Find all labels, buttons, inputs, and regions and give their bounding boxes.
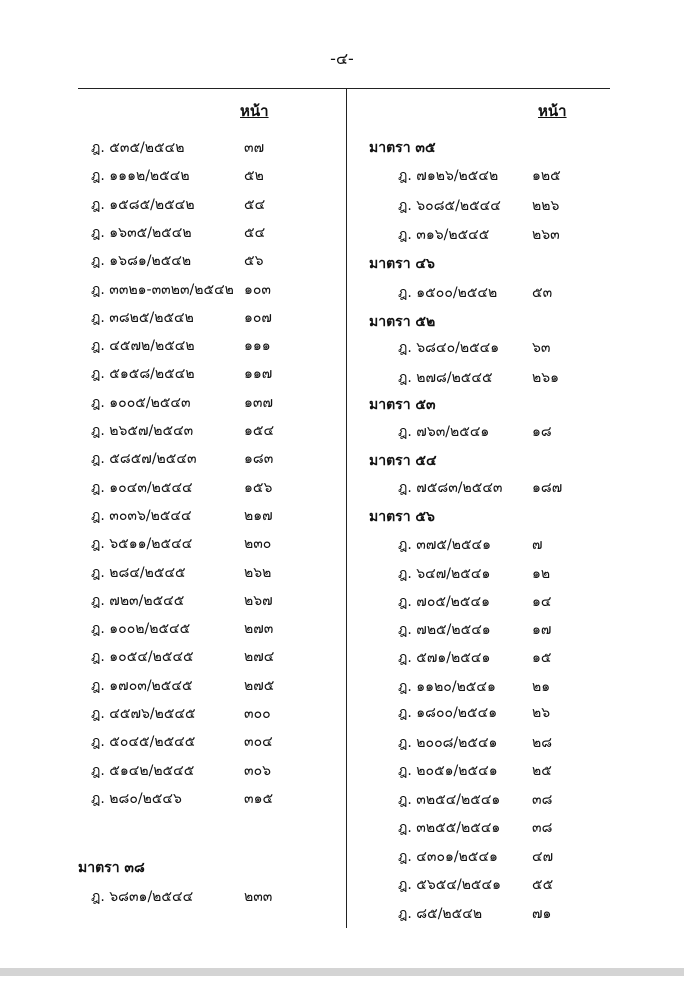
judgment-reference: ฎ. ๑๐๐๒/๒๕๔๕ xyxy=(91,621,191,638)
judgment-reference: ฎ. ๔๓๐๑/๒๕๔๑ xyxy=(398,849,498,865)
left-page-header: หน้า xyxy=(240,102,269,120)
page-ref: ๒๒๖ xyxy=(532,198,560,214)
judgment-reference: ฎ. ๕๑๕๘/๒๕๔๒ xyxy=(91,366,195,383)
judgment-reference: ฎ. ๑๕๘๕/๒๕๔๒ xyxy=(91,196,195,213)
judgment-reference: ฎ. ๒๘๐/๒๕๔๖ xyxy=(91,790,182,807)
page-ref: ๑๐๗ xyxy=(244,309,272,326)
page-ref: ๕๒ xyxy=(244,168,264,185)
judgment-reference: ฎ. ๒๘๔/๒๕๔๕ xyxy=(91,564,186,581)
judgment-reference: ฎ. ๘๕/๒๕๔๒ xyxy=(398,906,483,922)
section-heading: มาตรา ๕๖ xyxy=(369,509,435,525)
judgment-reference: ฎ. ๕๖๕๔/๒๕๔๑ xyxy=(398,877,501,893)
judgment-reference: ฎ. ๑๗๐๓/๒๕๔๕ xyxy=(91,677,193,694)
judgment-reference: ฎ. ๓๗๕/๒๕๔๑ xyxy=(398,537,492,553)
page-ref: ๒๓๓ xyxy=(244,889,273,905)
page-ref: ๑๕๖ xyxy=(244,479,273,496)
page-ref: ๒๓๐ xyxy=(244,536,272,553)
page-ref: ๑๘๗ xyxy=(532,480,563,496)
judgment-reference: ฎ. ๗๕๘๓/๒๕๔๓ xyxy=(398,480,503,496)
judgment-reference: ฎ. ๗๐๕/๒๕๔๑ xyxy=(398,594,490,610)
section-heading: มาตรา ๓๘ xyxy=(78,860,145,876)
section-heading: มาตรา ๕๒ xyxy=(369,314,436,330)
judgment-reference: ฎ. ๕๐๔๕/๒๕๔๕ xyxy=(91,734,196,751)
judgment-reference: ฎ. ๕๘๕๗/๒๕๔๓ xyxy=(91,451,197,468)
page-ref: ๒๕ xyxy=(532,763,552,779)
page-ref: ๕๔ xyxy=(244,196,266,213)
judgment-reference: ฎ. ๒๖๕๗/๒๕๔๓ xyxy=(91,423,194,439)
page-ref: ๑๘๓ xyxy=(244,451,274,468)
judgment-reference: ฎ. ๖๔๗/๒๕๔๑ xyxy=(398,566,491,582)
judgment-reference: ฎ. ๓๘๒๕/๒๕๔๒ xyxy=(91,309,194,326)
page-ref: ๒๖๗ xyxy=(244,592,273,609)
page-ref: ๑๕๔ xyxy=(244,423,275,439)
judgment-reference: ฎ. ๗๑๒๖/๒๕๔๒ xyxy=(398,168,499,184)
judgment-reference: ฎ. ๕๓๕/๒๕๔๒ xyxy=(91,140,185,156)
page-ref: ๒๑ xyxy=(532,679,551,695)
page-ref: ๑๕ xyxy=(532,650,552,666)
judgment-reference: ฎ. ๗๒๓/๒๕๔๕ xyxy=(91,592,185,609)
page-ref: ๗๑ xyxy=(532,906,552,922)
judgment-reference: ฎ. ๗๒๕/๒๕๔๑ xyxy=(398,622,491,638)
page-number: -๔- xyxy=(330,49,354,68)
page-ref: ๒๗๓ xyxy=(244,621,274,638)
page-ref: ๓๑๕ xyxy=(244,790,274,807)
section-heading: มาตรา ๕๓ xyxy=(369,397,436,413)
judgment-reference: ฎ. ๖๐๘๕/๒๕๔๔ xyxy=(398,198,501,214)
section-heading: มาตรา ๓๕ xyxy=(369,140,436,156)
judgment-reference: ฎ. ๔๕๗๒/๒๕๔๒ xyxy=(91,338,195,355)
judgment-reference: ฎ. ๒๐๕๑/๒๕๔๑ xyxy=(398,763,498,779)
page-ref: ๒๖๓ xyxy=(532,227,560,243)
judgment-reference: ฎ. ๕๑๔๒/๒๕๔๕ xyxy=(91,762,195,779)
judgment-reference: ฎ. ๓๑๖/๒๕๔๕ xyxy=(398,227,490,243)
page-ref: ๒๑๗ xyxy=(244,507,273,524)
judgment-reference: ฎ. ๑๑๒๐/๒๕๔๑ xyxy=(398,679,496,695)
page-ref: ๕๔ xyxy=(244,224,266,241)
page-ref: ๗ xyxy=(532,537,543,553)
judgment-reference: ฎ. ๒๗๘/๒๕๔๕ xyxy=(398,370,493,386)
judgment-reference: ฎ. ๕๗๑/๒๕๔๑ xyxy=(398,650,491,666)
judgment-reference: ฎ. ๔๕๗๖/๒๕๔๕ xyxy=(91,706,196,722)
page-ref: ๓๘ xyxy=(532,820,553,836)
judgment-reference: ฎ. ๖๕๑๑/๒๕๔๔ xyxy=(91,536,193,553)
judgment-reference: ฎ. ๓๐๓๖/๒๕๔๔ xyxy=(91,507,192,524)
page-ref: ๕๖ xyxy=(244,253,264,270)
judgment-reference: ฎ. ๑๖๓๕/๒๕๔๒ xyxy=(91,224,192,241)
judgment-reference: ฎ. ๑๐๕๔/๒๕๔๕ xyxy=(91,649,194,666)
page-ref: ๑๗ xyxy=(532,622,552,638)
page-ref: ๒๖๑ xyxy=(532,370,560,386)
page-ref: ๓๐๖ xyxy=(244,762,272,779)
page-ref: ๓๐๐ xyxy=(244,706,271,722)
page-ref: ๕๓ xyxy=(532,285,553,301)
column-divider xyxy=(346,88,347,928)
page-ref: ๔๗ xyxy=(532,849,554,865)
judgment-reference: ฎ. ๗๖๓/๒๕๔๑ xyxy=(398,424,490,440)
judgment-reference: ฎ. ๑๐๔๓/๒๕๔๔ xyxy=(91,479,193,496)
page-ref: ๑๑๗ xyxy=(244,366,273,383)
page-ref: ๒๗๕ xyxy=(244,677,275,694)
page-ref: ๑๔ xyxy=(532,594,552,610)
judgment-reference: ฎ. ๖๘๔๐/๒๕๔๑ xyxy=(398,340,500,356)
judgment-reference: ฎ. ๑๐๐๕/๒๕๔๓ xyxy=(91,394,191,411)
judgment-reference: ฎ. ๑๕๐๐/๒๕๔๒ xyxy=(398,285,498,301)
judgment-reference: ฎ. ๓๓๒๑-๓๓๒๓/๒๕๔๒ xyxy=(91,281,234,298)
section-heading: มาตรา ๔๖ xyxy=(369,256,435,272)
top-rule xyxy=(78,88,610,89)
section-heading: มาตรา ๕๔ xyxy=(369,453,437,469)
judgment-reference: ฎ. ๓๒๕๔/๒๕๔๑ xyxy=(398,792,501,808)
right-page-header: หน้า xyxy=(538,102,567,120)
judgment-reference: ฎ. ๖๘๓๑/๒๕๔๔ xyxy=(91,889,194,905)
page-ref: ๒๘ xyxy=(532,735,553,751)
page-ref: ๑๒ xyxy=(532,566,551,582)
page-ref: ๕๕ xyxy=(532,877,554,893)
page-ref: ๑๐๓ xyxy=(244,281,272,298)
bottom-band xyxy=(0,968,684,976)
page-ref: ๒๖ xyxy=(532,705,551,721)
page-ref: ๑๓๗ xyxy=(244,394,273,411)
page-ref: ๖๓ xyxy=(532,340,551,356)
judgment-reference: ฎ. ๓๒๕๕/๒๕๔๑ xyxy=(398,820,501,836)
judgment-reference: ฎ. ๒๐๐๘/๒๕๔๑ xyxy=(398,735,498,751)
page-ref: ๑๘ xyxy=(532,424,552,440)
judgment-reference: ฎ. ๑๑๑๒/๒๕๔๒ xyxy=(91,168,190,185)
page-ref: ๒๗๔ xyxy=(244,649,275,666)
page-ref: ๓๐๔ xyxy=(244,734,273,751)
page-ref: ๓๗ xyxy=(244,140,265,156)
page-ref: ๒๖๒ xyxy=(244,564,272,581)
judgment-reference: ฎ. ๑๘๐๐/๒๕๔๑ xyxy=(398,705,498,721)
judgment-reference: ฎ. ๑๖๘๑/๒๕๔๒ xyxy=(91,253,192,270)
page-ref: ๓๘ xyxy=(532,792,553,808)
page-ref: ๑๑๑ xyxy=(244,338,271,355)
page-ref: ๑๒๕ xyxy=(532,168,561,184)
